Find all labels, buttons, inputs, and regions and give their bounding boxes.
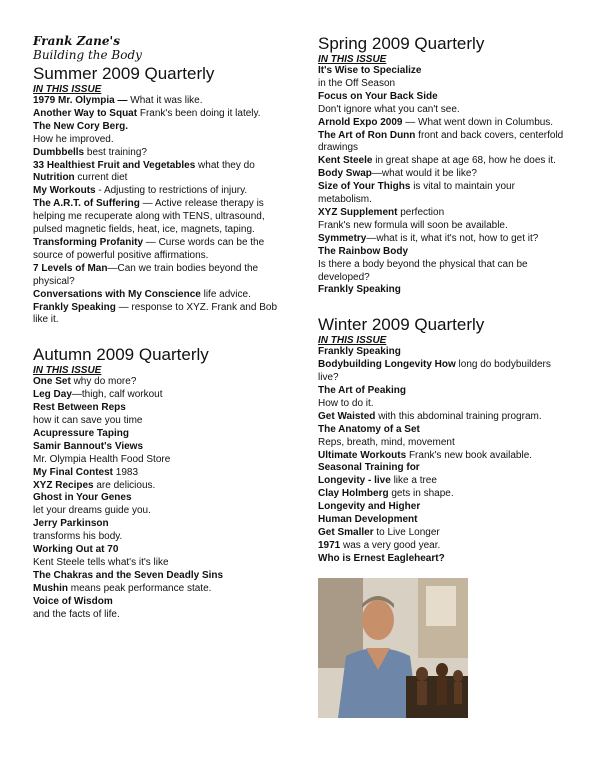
contents-item-description: to Live Longer bbox=[373, 527, 440, 538]
contents-item-headline: Human Development bbox=[318, 514, 418, 526]
contents-item-description: perfection bbox=[397, 206, 445, 218]
contents-item-description: are delicious. bbox=[93, 479, 156, 491]
contents-item bbox=[318, 398, 568, 411]
contents-item-headline: Frankly Speaking bbox=[318, 346, 401, 358]
contents-item bbox=[33, 609, 283, 622]
contents-item bbox=[318, 246, 568, 259]
contents-item bbox=[33, 518, 283, 531]
contents-item-headline: Mushin bbox=[33, 582, 68, 594]
contents-item bbox=[33, 596, 283, 609]
contents-item-description: Kent Steele tells what's it's like bbox=[33, 557, 169, 568]
contents-item-headline: Bodybuilding Longevity How bbox=[318, 359, 456, 371]
contents-item-description: Frank's new formula will soon be available. bbox=[318, 219, 508, 231]
contents-item-description: with this abdominal training program. bbox=[375, 410, 542, 422]
portrait-photo-illustration bbox=[318, 578, 468, 718]
contents-item-headline: Get Smaller bbox=[318, 527, 374, 538]
contents-item-description: in the Off Season bbox=[318, 77, 396, 89]
autumn-title: Autumn 2009 Quarterly bbox=[33, 345, 209, 365]
left-column bbox=[33, 34, 283, 640]
contents-item bbox=[33, 480, 283, 493]
winter-title: Winter 2009 Quarterly bbox=[318, 315, 485, 335]
contents-item-description: means peak performance state. bbox=[68, 582, 212, 594]
contents-item bbox=[318, 501, 568, 514]
contents-item-description: —what is it, what it's not, how to get it? bbox=[366, 232, 539, 244]
contents-item bbox=[33, 376, 283, 389]
contents-item-description: How to do it. bbox=[318, 397, 374, 409]
contents-item-headline: The Rainbow Body bbox=[318, 245, 408, 257]
contents-item bbox=[33, 402, 283, 415]
contents-item bbox=[318, 462, 568, 475]
contents-item-description: what they do bbox=[195, 159, 255, 171]
contents-item bbox=[318, 104, 568, 117]
contents-item bbox=[318, 78, 568, 91]
spring-items bbox=[318, 65, 568, 297]
contents-item-description: Frank's new book available. bbox=[406, 449, 533, 461]
contents-item-headline: Acupressure Taping bbox=[33, 427, 129, 439]
contents-item-description: best training? bbox=[84, 146, 147, 158]
summer-items bbox=[33, 95, 283, 327]
contents-item bbox=[33, 389, 283, 402]
contents-item-headline: Ghost in Your Genes bbox=[33, 492, 132, 504]
contents-item-description: —thigh, calf workout bbox=[71, 389, 163, 401]
contents-item-headline: Kent Steele bbox=[318, 155, 373, 167]
contents-item bbox=[33, 454, 283, 467]
contents-item-headline: 1971 bbox=[318, 539, 341, 551]
contents-item-headline: Dumbbells bbox=[33, 146, 85, 158]
contents-item-headline: Get Waisted bbox=[318, 410, 376, 422]
contents-item-headline: The Art of Ron Dunn bbox=[318, 129, 416, 141]
contents-item-description: why do more? bbox=[70, 376, 137, 388]
contents-item bbox=[33, 121, 283, 134]
contents-item-headline: Symmetry bbox=[318, 232, 367, 244]
winter-items bbox=[318, 346, 568, 565]
contents-item-headline: Who is Ernest Eagleheart? bbox=[318, 552, 445, 564]
contents-item-description: How he improved. bbox=[33, 133, 114, 145]
autumn-section bbox=[33, 345, 283, 621]
summer-section bbox=[33, 64, 283, 327]
contents-item bbox=[33, 505, 283, 518]
contents-item-headline: Body Swap bbox=[318, 168, 372, 180]
contents-item-headline: 33 Healthiest Fruit and Vegetables bbox=[33, 159, 196, 171]
contents-item bbox=[33, 557, 283, 570]
contents-item-description: transforms his body. bbox=[33, 531, 123, 543]
contents-item-description: and the facts of life. bbox=[33, 608, 120, 620]
contents-item-headline: Another Way to Squat bbox=[33, 107, 138, 119]
contents-item-headline: The A.R.T. of Suffering bbox=[33, 198, 140, 210]
contents-item-headline: Seasonal Training for bbox=[318, 462, 420, 474]
contents-item bbox=[318, 346, 568, 359]
contents-item bbox=[318, 450, 568, 463]
contents-item-headline: 7 Levels of Man bbox=[33, 262, 108, 274]
contents-item bbox=[318, 259, 568, 285]
contents-item bbox=[33, 237, 283, 263]
contents-item bbox=[318, 527, 568, 540]
contents-item-description: current diet bbox=[74, 172, 128, 184]
contents-item-headline: Leg Day bbox=[33, 389, 72, 401]
contents-item-description: —what would it be like? bbox=[371, 168, 477, 180]
contents-item-headline: Size of Your Thighs bbox=[318, 181, 411, 193]
contents-item bbox=[318, 514, 568, 527]
contents-item bbox=[33, 570, 283, 583]
contents-item bbox=[318, 475, 568, 488]
contents-item-headline: The Art of Peaking bbox=[318, 385, 406, 397]
contents-item-description: — Active release therapy is helping me recuperate along with TENS, ultrasound, pulsed magnetic fields, heat, ice, magnets, taping. bbox=[33, 198, 265, 236]
contents-item-description: front and back covers, centerfold drawings bbox=[318, 129, 564, 154]
summer-in-this-issue: IN THIS ISSUE bbox=[33, 84, 102, 95]
contents-item bbox=[318, 359, 568, 385]
contents-item bbox=[318, 181, 568, 207]
contents-item-description: in great shape at age 68, how he does it. bbox=[372, 155, 556, 167]
contents-item-description: 1983 bbox=[113, 466, 139, 478]
contents-item-headline: The Anatomy of a Set bbox=[318, 423, 420, 435]
contents-item bbox=[318, 424, 568, 437]
contents-item-description: Is there a body beyond the physical that can be developed? bbox=[318, 258, 528, 283]
contents-item-headline: Longevity - live bbox=[318, 475, 391, 487]
spring-section bbox=[318, 34, 568, 297]
contents-item-description: is vital to maintain your metabolism. bbox=[318, 181, 515, 206]
spring-title: Spring 2009 Quarterly bbox=[318, 34, 485, 53]
contents-item-headline: 1979 Mr. Olympia — bbox=[33, 95, 128, 106]
contents-item bbox=[33, 95, 283, 108]
contents-item bbox=[318, 207, 568, 220]
contents-item bbox=[33, 583, 283, 596]
contents-item-description: — Curse words can be the source of powerful positive affirmations. bbox=[33, 236, 265, 261]
contents-item-description: Don't ignore what you can't see. bbox=[318, 103, 460, 115]
contents-item-description: gets in shape. bbox=[388, 488, 454, 500]
right-column bbox=[318, 34, 568, 718]
contents-item-description: like a tree bbox=[390, 475, 437, 487]
contents-item-headline: The New Cory Berg. bbox=[33, 120, 129, 132]
contents-item-description: What it was like. bbox=[127, 95, 203, 106]
contents-item-description: —Can we train bodies beyond the physical? bbox=[33, 262, 259, 287]
contents-item bbox=[33, 492, 283, 505]
contents-item bbox=[33, 172, 283, 185]
contents-item bbox=[33, 428, 283, 441]
contents-item-headline: Samir Bannout's Views bbox=[33, 440, 144, 452]
contents-item bbox=[33, 467, 283, 480]
contents-item-headline: Arnold Expo 2009 bbox=[318, 116, 403, 128]
spring-in-this-issue: IN THIS ISSUE bbox=[318, 54, 387, 65]
contents-item bbox=[33, 441, 283, 454]
autumn-items bbox=[33, 376, 283, 621]
contents-item-headline: Rest Between Reps bbox=[33, 402, 126, 414]
contents-item bbox=[33, 108, 283, 121]
contents-item-description: was a very good year. bbox=[340, 539, 441, 551]
contents-item-headline: Focus on Your Back Side bbox=[318, 90, 438, 102]
contents-item bbox=[318, 488, 568, 501]
contents-item-description: - Adjusting to restrictions of injury. bbox=[95, 185, 248, 197]
contents-item-headline: Longevity and Higher bbox=[318, 501, 421, 513]
contents-item-description: — response to XYZ. Frank and Bob like it. bbox=[33, 301, 278, 326]
contents-item bbox=[318, 385, 568, 398]
contents-item bbox=[318, 540, 568, 553]
contents-item bbox=[318, 437, 568, 450]
summer-title: Summer 2009 Quarterly bbox=[33, 64, 215, 83]
contents-item-headline: The Chakras and the Seven Deadly Sins bbox=[33, 569, 224, 581]
contents-item bbox=[318, 130, 568, 156]
contents-item-headline: Conversations with My Conscience bbox=[33, 288, 201, 300]
contents-item bbox=[318, 91, 568, 104]
contents-item-headline: Ultimate Workouts bbox=[318, 449, 407, 461]
contents-item bbox=[318, 233, 568, 246]
autumn-in-this-issue: IN THIS ISSUE bbox=[33, 365, 102, 377]
contents-item-headline: Transforming Profanity bbox=[33, 236, 144, 248]
winter-in-this-issue: IN THIS ISSUE bbox=[318, 335, 387, 347]
contents-item bbox=[33, 185, 283, 198]
brand-subtitle: Building the Body bbox=[33, 48, 142, 62]
contents-item-description: how it can save you time bbox=[33, 415, 143, 427]
contents-item bbox=[33, 544, 283, 557]
contents-item bbox=[318, 284, 568, 297]
contents-item bbox=[318, 220, 568, 233]
contents-item bbox=[318, 411, 568, 424]
contents-item bbox=[318, 65, 568, 78]
contents-item-headline: Frankly Speaking bbox=[33, 301, 116, 313]
contents-item bbox=[33, 289, 283, 302]
contents-item-headline: XYZ Recipes bbox=[33, 479, 94, 491]
contents-item bbox=[33, 302, 283, 328]
contents-item bbox=[318, 168, 568, 181]
contents-item-headline: Clay Holmberg bbox=[318, 488, 389, 500]
contents-item-headline: Working Out at 70 bbox=[33, 544, 119, 556]
contents-item bbox=[33, 160, 283, 173]
contents-item-headline: It's Wise to Specialize bbox=[318, 65, 422, 76]
contents-item-description: Reps, breath, mind, movement bbox=[318, 436, 455, 448]
contents-item-headline: Jerry Parkinson bbox=[33, 518, 109, 530]
contents-item-headline: Nutrition bbox=[33, 172, 75, 184]
contents-item bbox=[33, 134, 283, 147]
contents-item-description: let your dreams guide you. bbox=[33, 505, 151, 517]
contents-item bbox=[33, 415, 283, 428]
contents-item bbox=[318, 155, 568, 168]
contents-item-description: life advice. bbox=[200, 288, 251, 300]
winter-section bbox=[318, 315, 568, 565]
brand-title: Frank Zane's bbox=[33, 34, 120, 48]
contents-item bbox=[318, 553, 568, 566]
contents-item bbox=[33, 263, 283, 289]
contents-item-headline: XYZ Supplement bbox=[318, 206, 398, 218]
contents-item-headline: My Final Contest bbox=[33, 466, 114, 478]
contents-item-description: Mr. Olympia Health Food Store bbox=[33, 453, 171, 465]
portrait-photo bbox=[318, 578, 468, 718]
contents-item-headline: My Workouts bbox=[33, 185, 96, 197]
contents-item-description: long do bodybuilders live? bbox=[318, 359, 551, 384]
contents-item-headline: One Set bbox=[33, 376, 71, 388]
contents-item bbox=[318, 117, 568, 130]
contents-item bbox=[33, 198, 283, 237]
contents-item-headline: Frankly Speaking bbox=[318, 284, 401, 296]
contents-item bbox=[33, 531, 283, 544]
contents-item-description: Frank's been doing it lately. bbox=[137, 107, 261, 119]
contents-item bbox=[33, 147, 283, 160]
contents-item-headline: Voice of Wisdom bbox=[33, 595, 113, 607]
contents-item-description: — What went down in Columbus. bbox=[402, 116, 554, 128]
